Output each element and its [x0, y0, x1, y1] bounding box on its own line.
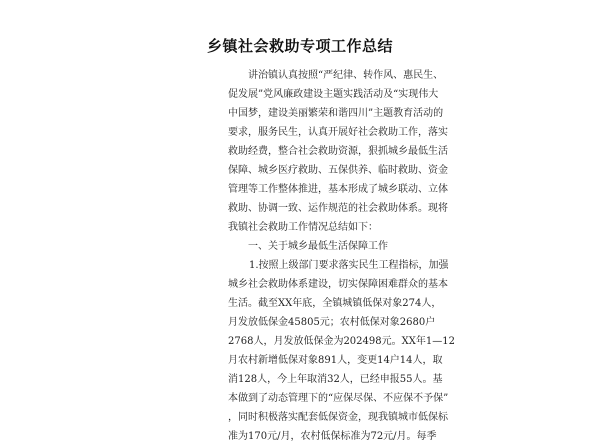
- body-line: 救助经费，整合社会救助资源，狠抓城乡最低生活: [228, 146, 448, 157]
- body-line: 讲治镇认真按照“严纪律、转作风、惠民生、: [248, 70, 444, 81]
- body-line: 月农村新增低保对象891人，变更14户14人，取: [228, 355, 443, 366]
- body-line: 保障、城乡医疗救助、五保供养、临时救助、资金: [228, 165, 448, 176]
- body-line: 救助、协调一致、运作规范的社会救助体系。现将: [228, 203, 448, 214]
- body-line: 管理等工作整体推进，基本形成了城乡联动、立体: [228, 184, 448, 195]
- body-line: 城乡社会救助体系建设，切实保障困难群众的基本: [228, 279, 448, 290]
- body-line: 本做到了动态管理下的“应保尽保、不应保不予保”: [228, 393, 449, 404]
- body-line: 中国梦，建设美丽繁荣和谐四川”主题教育活动的: [228, 108, 444, 119]
- body-line: 要求，服务民生，认真开展好社会救助工作，落实: [228, 127, 448, 138]
- body-line: ，同时积极落实配套低保资金，现我镇城市低保标: [228, 412, 448, 423]
- document-title: 乡镇社会救助专项工作总结: [206, 37, 393, 55]
- body-line: 准为170元/月，农村低保标准为72元/月。每季: [228, 431, 437, 442]
- body-line: 生活。截至XX年底，全镇城镇低保对象274人，: [228, 298, 442, 309]
- body-line: 月发放低保金45805元；农村低保对象2680户: [228, 317, 436, 328]
- document-body: [228, 66, 455, 446]
- body-line: 促发展”党风廉政建设主题实践活动及“实现伟大: [228, 89, 439, 100]
- section-heading: 一、关于城乡最低生活保障工作: [248, 241, 388, 252]
- body-line: 消128人，今上年取消32人，已经申报55人。基: [228, 374, 443, 385]
- body-line: 1.按照上级部门要求落实民生工程指标，加强: [249, 260, 449, 271]
- body-line: 我镇社会救助工作情况总结如下：: [228, 222, 378, 233]
- body-line: 2768人，月发放低保金为202498元。XX年1—12: [228, 336, 455, 347]
